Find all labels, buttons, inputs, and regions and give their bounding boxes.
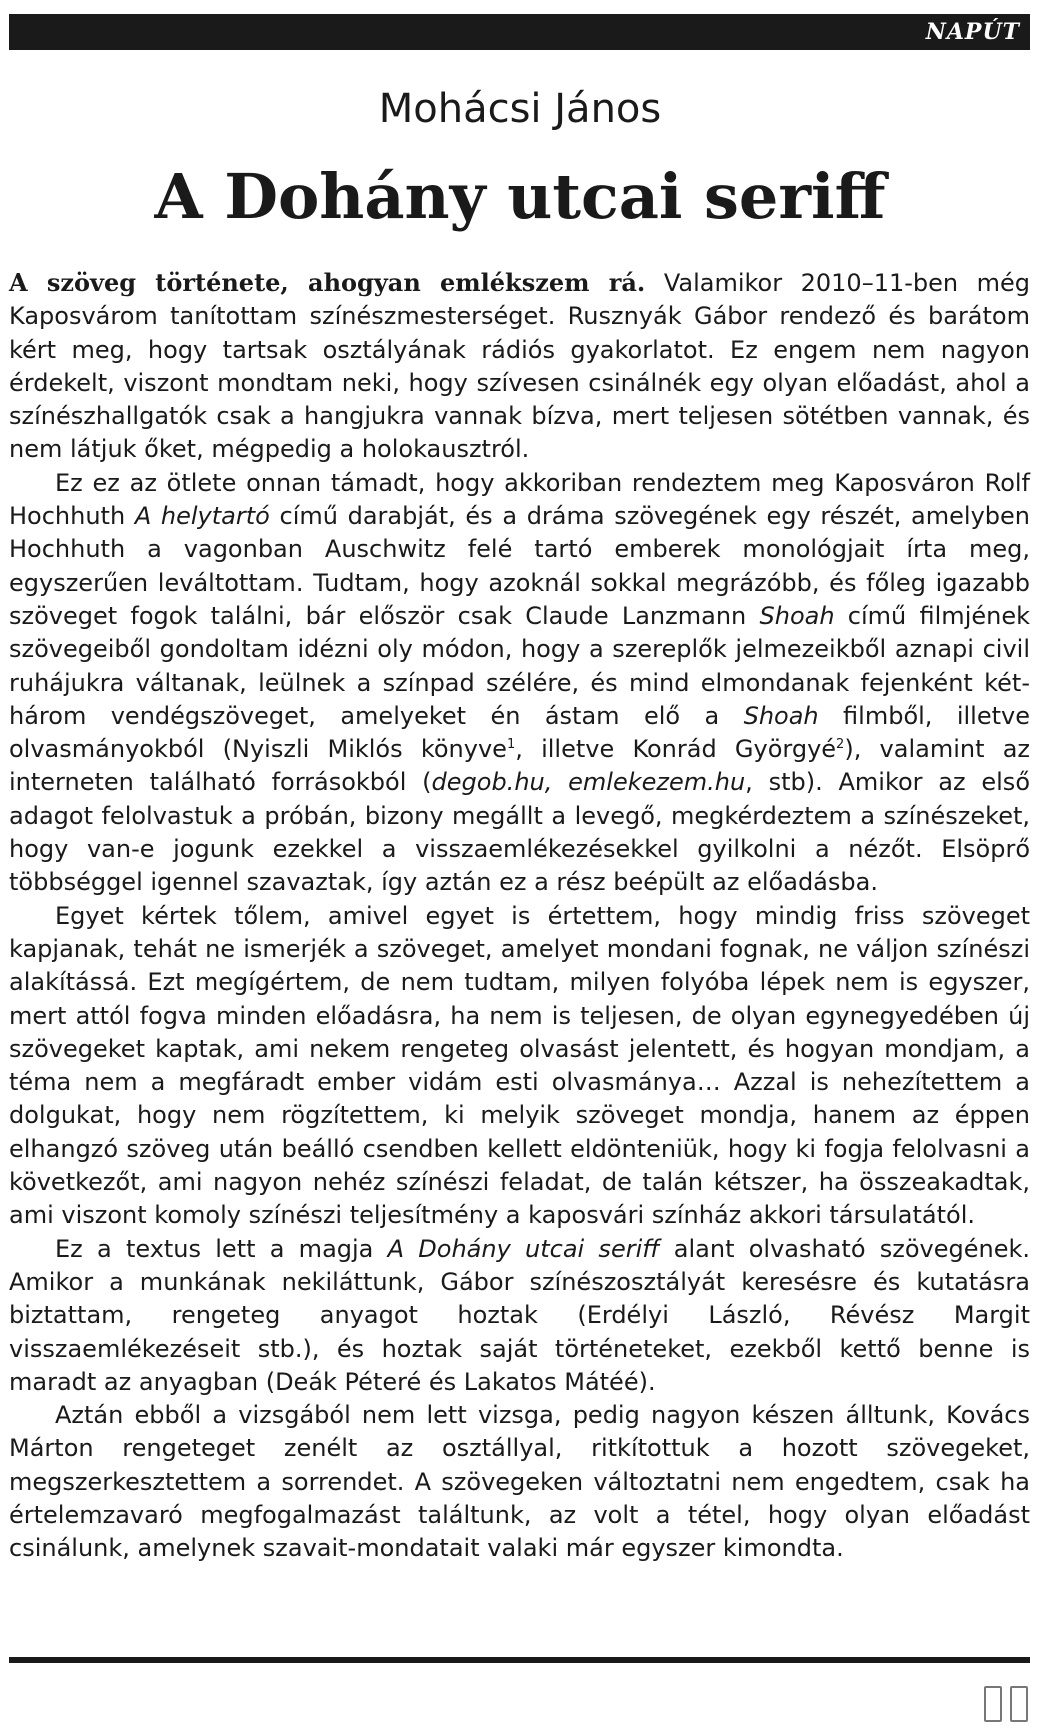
header-bar bbox=[9, 14, 1030, 50]
paragraph-5: Aztán ebből a vizsgából nem lett vizsga, pedig nagyon készen álltunk, Kovács Márton rengeteget zenélt az osztállyal, ritkítottuk a hozott szövegeket, megszerkesztettem a sorrendet. A szövegeken változtatni nem engedtem, csak ha értelemzavaró megfogalmazást találtunk, az volt a tétel, hogy olyan előadást csinálunk, amelynek szavait-mondatait valaki már egyszer kimondta. bbox=[9, 1401, 1030, 1563]
article-title: A Dohány utcai seriff bbox=[154, 160, 886, 233]
work-title: Shoah bbox=[759, 601, 835, 630]
article-body bbox=[9, 266, 1030, 1566]
lead-sentence: A szöveg története, ahogyan emlékszem rá. bbox=[9, 268, 646, 297]
footnote-ref-2: 2 bbox=[836, 737, 845, 753]
paragraph-4: Ez a textus lett a magja A Dohány utcai seriff alant olvasható szövegének. Amikor a munkának nekiláttunk, Gábor színészosztályát keresésre és kutatásra biztattam, rengeteg anyagot hoztak (Erdélyi László, Révész Margit visszaemlékezéseit stb.), és hoztak saját történeteket, ezekből kettő benne is maradt az anyagban (Deák Péteré és Lakatos Mátéé). bbox=[9, 1234, 1031, 1396]
paragraph-1: A szöveg története, ahogyan emlékszem rá. Valamikor 2010–11-ben még Kaposvárom tanítottam színészmesterséget. Rusznyák Gábor rendező és barátom kért meg, hogy tartsak osztályának rádiós gyakorlatot. Ez engem nem nagyon érdekelt, viszont mondtam neki, hogy szívesen csinálnék egy olyan előadást, ahol a színészhallgatók csak a hangjukra vannak bízva, mert teljesen sötétben vannak, és nem látjuk őket, mégpedig a holokausztról. bbox=[9, 268, 1030, 464]
page-digit-box bbox=[984, 1686, 1002, 1722]
footnote-ref-1: 1 bbox=[506, 737, 516, 753]
work-title: A helytartó bbox=[134, 502, 270, 531]
article-author: Mohácsi János bbox=[378, 86, 662, 132]
work-title: Shoah bbox=[743, 701, 819, 730]
page-digit-box bbox=[1010, 1686, 1028, 1722]
work-title: A Dohány utcai seriff bbox=[387, 1234, 660, 1263]
source-sites: degob.hu, emlekezem.hu bbox=[431, 768, 746, 797]
paragraph-2: Ez ez az ötlete onnan támadt, hogy akkoriban rendeztem meg Kaposváron Rolf Hochhuth A helytartó című darabját, és a dráma szövegének egy részét, amelyben Hochhuth a vagonban Auschwitz felé tartó emberek monológjait írta meg, egyszerűen leváltottam. Tudtam, hogy azoknál sokkal megrázóbb, és főleg igazabb szöveget fogok találni, bár először csak Claude Lanzmann Shoah című filmjének szövegeiből gondoltam idézni oly módon, hogy a szereplők jelmezeikből aznapi civil ruhájukra váltanak, leülnek a színpad szélére, és mind elmondanak fejenként két-három vendégszöveget, amelyeket én ástam elő a Shoah filmből, illetve olvasmányokból (Nyiszli Miklós könyve$^1$, illetve Konrád Györgyé$^2$), valamint az interneten található forrásokból (degob.hu, emlekezem.hu, stb). Amikor az első adagot felolvastuk a próbán, bizony megállt a levegő, megkérdeztem a színészeket, hogy van-e jogunk ezekkel a visszaemlékezésekkel gyilkolni a nézőt. Elsöprő többséggel igennel szavaztak, így aztán ez a rész beépült az előadásba. bbox=[9, 468, 1031, 897]
paragraph-3: Egyet kértek tőlem, amivel egyet is értettem, hogy mindig friss szöveget kapjanak, tehát ne ismerjék a szöveget, amelyet mondani fognak, ne váljon színészi alakítássá. Ezt megígértem, de nem tudtam, milyen folyóba lépek nem is egyszer, mert attól fogva minden előadásra, ha nem is teljesen, de olyan egynegyedében új szövegeket kaptak, ami nekem rengeteg olvasást jelentett, és hogyan mondjam, a téma nem a megfáradt ember vidám esti olvasmánya… Azzal is nehezítettem a dolgukat, hogy nem rögzítettem, ki melyik szöveget mondja, hanem az éppen elhangzó szöveg után beálló csendben kellett eldönteniük, hogy ki fogja felolvasni a következőt, ami nagyon nehéz színészi feladat, de talán kétszer, ha összeakadtak, ami viszont komoly színészi teljesítmény a kaposvári színház akkori társulatától. bbox=[9, 901, 1030, 1230]
footer-rule bbox=[9, 1657, 1030, 1663]
journal-logo: NAPÚT bbox=[925, 19, 1020, 45]
page-number-mark bbox=[984, 1686, 1028, 1722]
